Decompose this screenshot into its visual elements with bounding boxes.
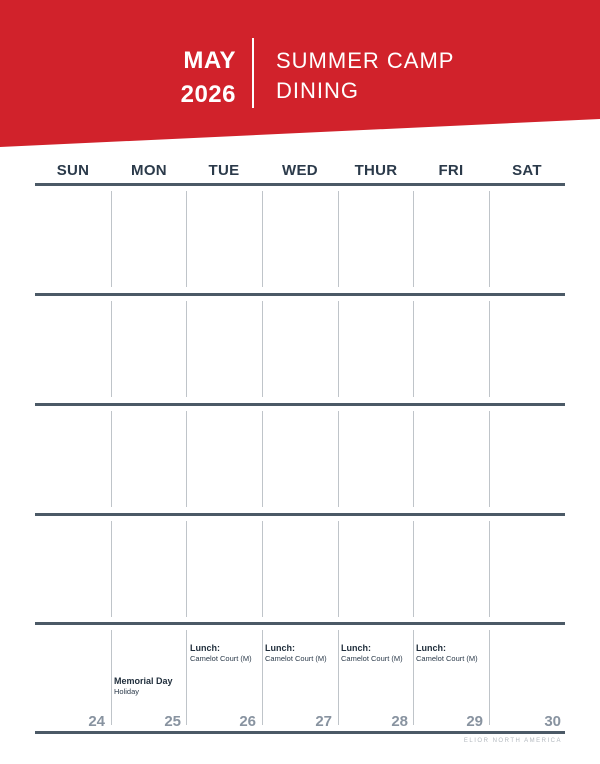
event-title-fri: Lunch: xyxy=(416,643,446,653)
column-divider xyxy=(413,191,414,287)
column-divider xyxy=(489,191,490,287)
column-divider xyxy=(262,521,263,617)
column-divider xyxy=(186,301,187,397)
column-divider xyxy=(413,630,414,725)
event-title-mon: Memorial Day xyxy=(114,676,173,686)
column-divider xyxy=(111,521,112,617)
date-fri: 29 xyxy=(466,713,483,730)
date-tue: 26 xyxy=(239,713,256,730)
event-title-tue: Lunch: xyxy=(190,643,220,653)
event-title-thu: Lunch: xyxy=(341,643,371,653)
year-label: 2026 xyxy=(180,81,236,108)
date-wed: 27 xyxy=(315,713,332,730)
column-divider xyxy=(338,191,339,287)
week-rule-1 xyxy=(35,293,565,296)
calendar-title-line2: DINING xyxy=(276,78,359,103)
column-divider xyxy=(338,301,339,397)
weekday-wed: WED xyxy=(282,162,318,179)
calendar-title-line1: SUMMER CAMP xyxy=(276,48,455,73)
week-rule-3 xyxy=(35,513,565,516)
title-divider xyxy=(252,38,254,108)
weekday-tue: TUE xyxy=(208,162,240,179)
column-divider xyxy=(489,630,490,725)
column-divider xyxy=(186,191,187,287)
column-divider xyxy=(262,630,263,725)
column-divider xyxy=(111,630,112,725)
event-detail-tue: Camelot Court (M) xyxy=(190,654,252,663)
column-divider xyxy=(338,630,339,725)
weekday-fri: FRI xyxy=(438,162,464,179)
date-mon: 25 xyxy=(164,713,181,730)
column-divider xyxy=(262,191,263,287)
column-divider xyxy=(262,301,263,397)
date-thu: 28 xyxy=(391,713,408,730)
event-title-wed: Lunch: xyxy=(265,643,295,653)
week-rule-2 xyxy=(35,403,565,406)
weekday-mon: MON xyxy=(131,162,167,179)
calendar-title xyxy=(276,46,454,106)
weekday-sun: SUN xyxy=(56,162,90,179)
weekday-sat: SAT xyxy=(512,162,542,179)
date-sun: 24 xyxy=(88,713,105,730)
header-rule xyxy=(35,183,565,186)
week-rule-4 xyxy=(35,622,565,625)
column-divider xyxy=(489,411,490,507)
column-divider xyxy=(262,411,263,507)
column-divider xyxy=(186,521,187,617)
column-divider xyxy=(489,301,490,397)
column-divider xyxy=(413,301,414,397)
column-divider xyxy=(111,411,112,507)
event-detail-mon: Holiday xyxy=(114,687,140,696)
event-detail-wed: Camelot Court (M) xyxy=(265,654,327,663)
column-divider xyxy=(111,191,112,287)
weekday-thu: THUR xyxy=(354,162,398,179)
column-divider xyxy=(489,521,490,617)
column-divider xyxy=(186,630,187,725)
column-divider xyxy=(186,411,187,507)
column-divider xyxy=(413,411,414,507)
brand-footer: ELIOR NORTH AMERICA xyxy=(463,738,562,744)
column-divider xyxy=(338,411,339,507)
column-divider xyxy=(338,521,339,617)
column-divider xyxy=(413,521,414,617)
month-year-title xyxy=(150,44,236,112)
date-sat: 30 xyxy=(544,713,561,730)
event-detail-fri: Camelot Court (M) xyxy=(416,654,478,663)
month-label: MAY xyxy=(183,47,236,74)
column-divider xyxy=(111,301,112,397)
bottom-rule xyxy=(35,731,565,734)
event-detail-thu: Camelot Court (M) xyxy=(341,654,403,663)
